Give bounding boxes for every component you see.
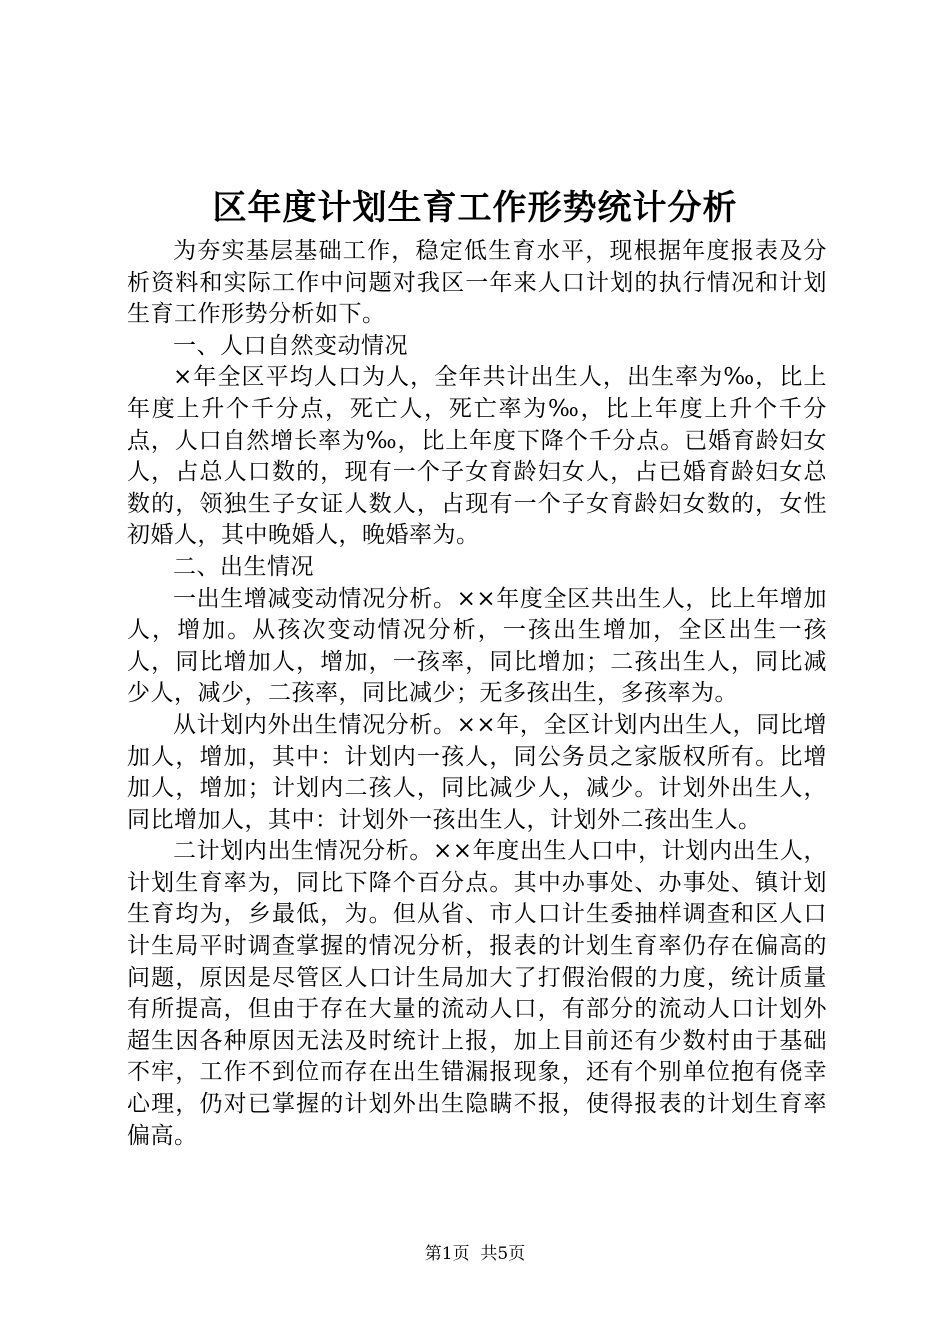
document-body — [127, 236, 827, 1152]
paragraph-population: ×年全区平均人口为人，全年共计出生人，出生率为‰，比上年度上升个千分点，死亡人，死亡率为‰，比上年度上升个千分点，人口自然增长率为‰，比上年度下降个千分点。已婚育龄妇女人，占总人口数的，现有一个子女育龄妇女人，占已婚育龄妇女总数的，领独生子女证人数人，占现有一个子女育龄妇女数的，女性初婚人，其中晚婚人，晚婚率为。 — [127, 364, 827, 549]
page-number: 第1页 — [424, 1244, 470, 1264]
section-heading-population: 一、人口自然变动情况 — [173, 332, 408, 359]
document-title: 区年度计划生育工作形势统计分析 — [212, 188, 738, 228]
paragraph-planned-birth-analysis: 二计划内出生情况分析。××年度出生人口中，计划内出生人，计划生育率为，同比下降个百分点。其中办事处、办事处、镇计划生育均为，乡最低，为。但从省、市人口计生委抽样调查和区人口计生局平时调查掌握的情况分析，报表的计划生育率仍存在偏高的问题，原因是尽管区人口计生局加大了打假治假的力度，统计质量有所提高，但由于存在大量的流动人口，有部分的流动人口计划外超生因各种原因无法及时统计上报，加上目前还有少数村由于基础不牢，工作不到位而存在出生错漏报现象，还有个别单位抱有侥幸心理，仍对已掌握的计划外出生隐瞒不报，使得报表的计划生育率偏高。 — [127, 838, 827, 1149]
page-footer — [0, 1242, 950, 1266]
paragraph-birth-change: 一出生增减变动情况分析。××年度全区共出生人，比上年增加人，增加。从孩次变动情况分析，一孩出生增加，全区出生一孩人，同比增加人，增加，一孩率，同比增加；二孩出生人，同比减少人，减少，二孩率，同比减少；无多孩出生，多孩率为。 — [127, 585, 827, 707]
intro-paragraph: 为夯实基层基础工作，稳定低生育水平，现根据年度报表及分析资料和实际工作中问题对我区一年来人口计划的执行情况和计划生育工作形势分析如下。 — [127, 238, 827, 328]
page-total: 共5页 — [480, 1244, 526, 1264]
paragraph-planned-births: 从计划内外出生情况分析。××年，全区计划内出生人，同比增加人，增加，其中：计划内一孩人，同公务员之家版权所有。比增加人，增加；计划内二孩人，同比减少人，减少。计划外出生人，同比增加人，其中：计划外一孩出生人，计划外二孩出生人。 — [127, 711, 827, 833]
section-heading-births: 二、出生情况 — [173, 553, 314, 580]
